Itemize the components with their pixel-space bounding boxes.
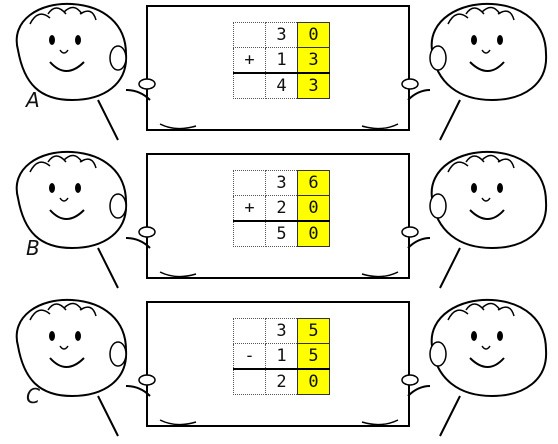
ones-cell: 3	[298, 73, 330, 99]
operator-cell	[234, 369, 266, 395]
tens-cell: 1	[266, 344, 298, 370]
operator-cell	[234, 73, 266, 99]
grid-row	[234, 196, 330, 222]
tens-cell: 4	[266, 73, 298, 99]
problem-label: B	[26, 236, 40, 260]
addition-grid	[233, 22, 330, 99]
ones-cell: 6	[298, 171, 330, 196]
ones-cell: 5	[298, 319, 330, 344]
ones-cell: 0	[298, 23, 330, 48]
ones-cell: 3	[298, 48, 330, 74]
operator-cell	[234, 221, 266, 247]
operator-cell	[234, 319, 266, 344]
problem-label: C	[26, 384, 40, 408]
problem-panel-c	[0, 296, 558, 436]
problem-panel-b	[0, 148, 558, 288]
grid-row	[234, 171, 330, 196]
subtraction-grid	[233, 318, 330, 395]
operator-cell: +	[234, 48, 266, 74]
grid-row-result	[234, 369, 330, 395]
problem-label: A	[26, 88, 40, 112]
ones-cell: 0	[298, 369, 330, 395]
tens-cell: 1	[266, 48, 298, 74]
tens-cell: 3	[266, 171, 298, 196]
addition-grid	[233, 170, 330, 247]
tens-cell: 5	[266, 221, 298, 247]
grid-row-result	[234, 73, 330, 99]
grid-row-result	[234, 221, 330, 247]
grid-row	[234, 23, 330, 48]
operator-cell: -	[234, 344, 266, 370]
operator-cell	[234, 171, 266, 196]
tens-cell: 2	[266, 196, 298, 222]
ones-cell: 0	[298, 221, 330, 247]
ones-cell: 0	[298, 196, 330, 222]
grid-row	[234, 344, 330, 370]
tens-cell: 3	[266, 23, 298, 48]
problem-panel-a	[0, 0, 558, 140]
tens-cell: 2	[266, 369, 298, 395]
operator-cell	[234, 23, 266, 48]
operator-cell: +	[234, 196, 266, 222]
tens-cell: 3	[266, 319, 298, 344]
grid-row	[234, 48, 330, 74]
grid-row	[234, 319, 330, 344]
ones-cell: 5	[298, 344, 330, 370]
